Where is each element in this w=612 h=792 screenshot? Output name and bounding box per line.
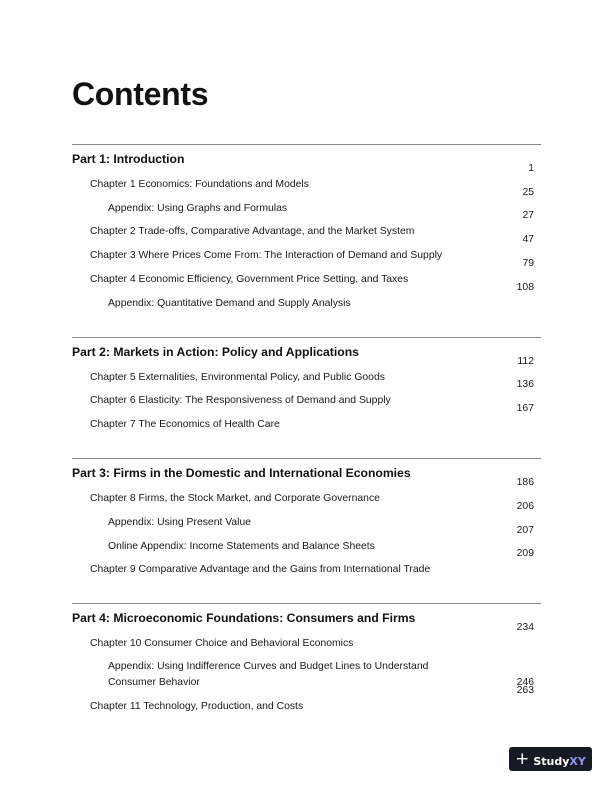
entry-label: Chapter 8 Firms, the Stock Market, and Corporate Governance	[90, 493, 380, 504]
section-divider	[72, 603, 541, 604]
entry-page-number: 136	[516, 379, 534, 390]
entry-label: Chapter 3 Where Prices Come From: The Interaction of Demand and Supply	[90, 250, 443, 261]
plus-icon: +	[515, 748, 530, 769]
entry-label: Online Appendix: Income Statements and Balance Sheets	[108, 541, 375, 552]
entry-label: Chapter 2 Trade-offs, Comparative Advantage, and the Market System	[90, 226, 415, 237]
brand-accent-text: XY	[569, 754, 586, 768]
section-divider	[72, 337, 541, 338]
entry-label: Chapter 4 Economic Efficiency, Government Price Setting, and Taxes	[90, 274, 409, 285]
entry-page-number: 112	[517, 356, 534, 367]
section-divider	[72, 144, 541, 145]
entry-label: Chapter 7 The Economics of Health Care	[90, 419, 280, 430]
entry-label: Chapter 11 Technology, Production, and Costs	[90, 701, 304, 712]
entry-page-number: 25	[522, 187, 534, 198]
toc-entry[interactable]	[72, 659, 534, 691]
part-3-section	[72, 458, 541, 575]
entry-label: Appendix: Using Present Value	[108, 517, 252, 528]
entry-page-number: 186	[516, 477, 534, 488]
entry-page-number: 1	[528, 163, 534, 174]
entry-label: Chapter 1 Economics: Foundations and Models	[90, 179, 309, 190]
entry-label: Chapter 6 Elasticity: The Responsiveness of Demand and Supply	[90, 395, 391, 406]
entry-page-number: 167	[516, 403, 534, 414]
page-title: Contents	[72, 76, 209, 112]
entry-page-number: 234	[516, 622, 534, 633]
entry-page-number: 79	[522, 258, 534, 269]
entry-label: Appendix: Quantitative Demand and Supply Analysis	[108, 298, 351, 309]
brand-name	[533, 750, 586, 769]
part-2-section	[72, 337, 541, 430]
entry-page-number: 209	[516, 548, 534, 559]
entry-page-number: 207	[516, 525, 534, 536]
part-heading: Part 1: Introduction	[72, 152, 185, 166]
entry-page-number: 246	[516, 677, 534, 688]
entry-label: Chapter 9 Comparative Advantage and the Gains from International Trade	[90, 564, 431, 575]
studyxy-logo-badge[interactable]	[509, 747, 592, 771]
entry-label: Appendix: Using Graphs and Formulas	[108, 203, 288, 214]
entry-page-number: 263	[516, 685, 534, 696]
part-1-section	[72, 144, 541, 309]
part-heading: Part 4: Microeconomic Foundations: Consumers and Firms	[72, 611, 416, 625]
entry-label: Chapter 5 Externalities, Environmental Policy, and Public Goods	[90, 372, 385, 383]
entry-page-number: 206	[516, 501, 534, 512]
part-heading: Part 3: Firms in the Domestic and International Economies	[72, 466, 411, 480]
entry-page-number: 108	[516, 282, 534, 293]
part-heading: Part 2: Markets in Action: Policy and Applications	[72, 345, 359, 359]
entry-label: Chapter 10 Consumer Choice and Behavioral Economics	[90, 638, 354, 649]
entry-label: Appendix: Using Indifference Curves and Budget Lines to Understand Consumer Behavior	[108, 661, 429, 688]
section-divider	[72, 458, 541, 459]
entry-page-number: 27	[522, 210, 534, 221]
part-4-section	[72, 603, 541, 712]
brand-text: Study	[533, 754, 570, 768]
entry-page-number: 47	[522, 234, 534, 245]
